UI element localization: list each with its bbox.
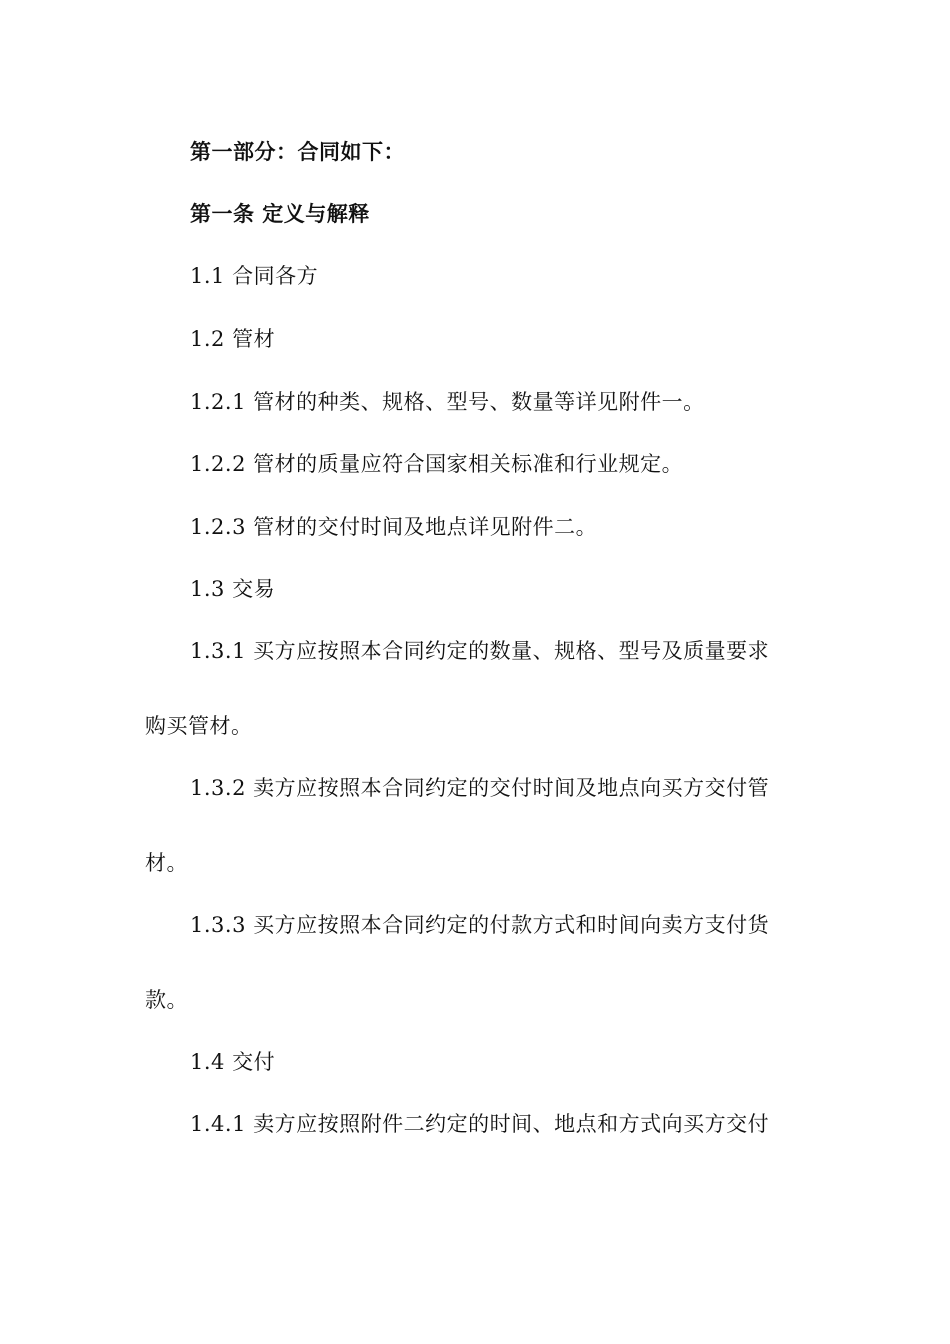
clause-1-4-1-line1: 1.4.1 卖方应按照附件二约定的时间、地点和方式向买方交付 [190,1112,770,1136]
clause-1-3-2-line2: 材。 [145,851,188,875]
clause-1-3-3-line2: 款。 [145,988,188,1012]
part-heading: 第一部分：合同如下： [190,140,405,164]
article-heading: 第一条 定义与解释 [190,202,370,226]
section-1-4: 1.4 交付 [190,1050,276,1074]
clause-1-3-1-line2: 购买管材。 [145,714,253,738]
clause-1-2-2: 1.2.2 管材的质量应符合国家相关标准和行业规定。 [190,452,684,476]
section-1-3: 1.3 交易 [190,577,276,601]
section-1-2: 1.2 管材 [190,327,276,351]
clause-1-3-2-line1: 1.3.2 卖方应按照本合同约定的交付时间及地点向买方交付管 [190,776,770,800]
clause-1-3-1-line1: 1.3.1 买方应按照本合同约定的数量、规格、型号及质量要求 [190,639,770,663]
clause-1-2-1: 1.2.1 管材的种类、规格、型号、数量等详见附件一。 [190,390,705,414]
section-1-1: 1.1 合同各方 [190,264,319,288]
clause-1-3-3-line1: 1.3.3 买方应按照本合同约定的付款方式和时间向卖方支付货 [190,913,770,937]
clause-1-2-3: 1.2.3 管材的交付时间及地点详见附件二。 [190,515,598,539]
